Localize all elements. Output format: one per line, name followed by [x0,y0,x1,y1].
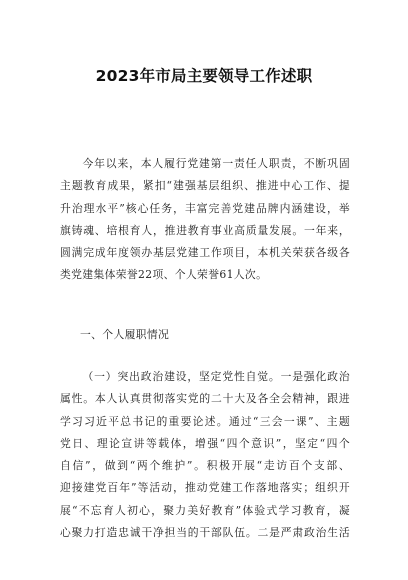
paragraph-line: 迎接建党百年”等活动，推动党建工作落地落实；组织开 [60,481,350,495]
paragraph-line: 学习习近平总书记的重要论述。通过“三会一课”、主题 [60,414,350,428]
paragraph-line-text: （一）突出政治建设，坚定党性自觉。一是强化政治 [82,370,350,383]
paragraph-line: 主题教育成果，紧扣“建强基层组织、推进中心工作、提 [60,179,350,193]
paragraph-line: 类党建集体荣誉22项、个人荣誉61人次。 [60,268,268,282]
document-title: 2023年市局主要领导工作述职 [95,67,313,85]
paragraph-line: 自信”，做到“两个维护”。积极开展“走访百个支部、 [60,459,350,473]
section-heading: 一、个人履职情况 [80,328,170,341]
paragraph-line [60,366,350,388]
paragraph-line: 升治理水平”核心任务，丰富完善党建品牌内涵建设，举 [60,201,350,215]
paragraph-line: 党日、理论宣讲等载体，增强“四个意识”，坚定“四个 [60,436,350,450]
paragraph-line-text: 今年以来，本人履行党建第一责任人职责，不断巩固 [82,157,350,170]
paragraph-intro [60,153,350,287]
paragraph-line: 属性。本人认真贯彻落实党的二十大及各全会精神，跟进 [60,392,350,406]
paragraph-line: 展“不忘育人初心，聚力美好教育”体验式学习教育，凝 [60,503,350,517]
paragraph-line: 心聚力打造忠诚干净担当的干部队伍。二是严肃政治生活 [60,526,350,540]
paragraph-line: 圆满完成年度领办基层党建工作项目，本机关荣获各级各 [60,246,350,260]
paragraph-line: 旗铸魂、培根育人，推进教育事业高质量发展。一年来， [60,223,350,237]
paragraph-line [60,153,350,175]
paragraph-section-one [60,366,350,544]
